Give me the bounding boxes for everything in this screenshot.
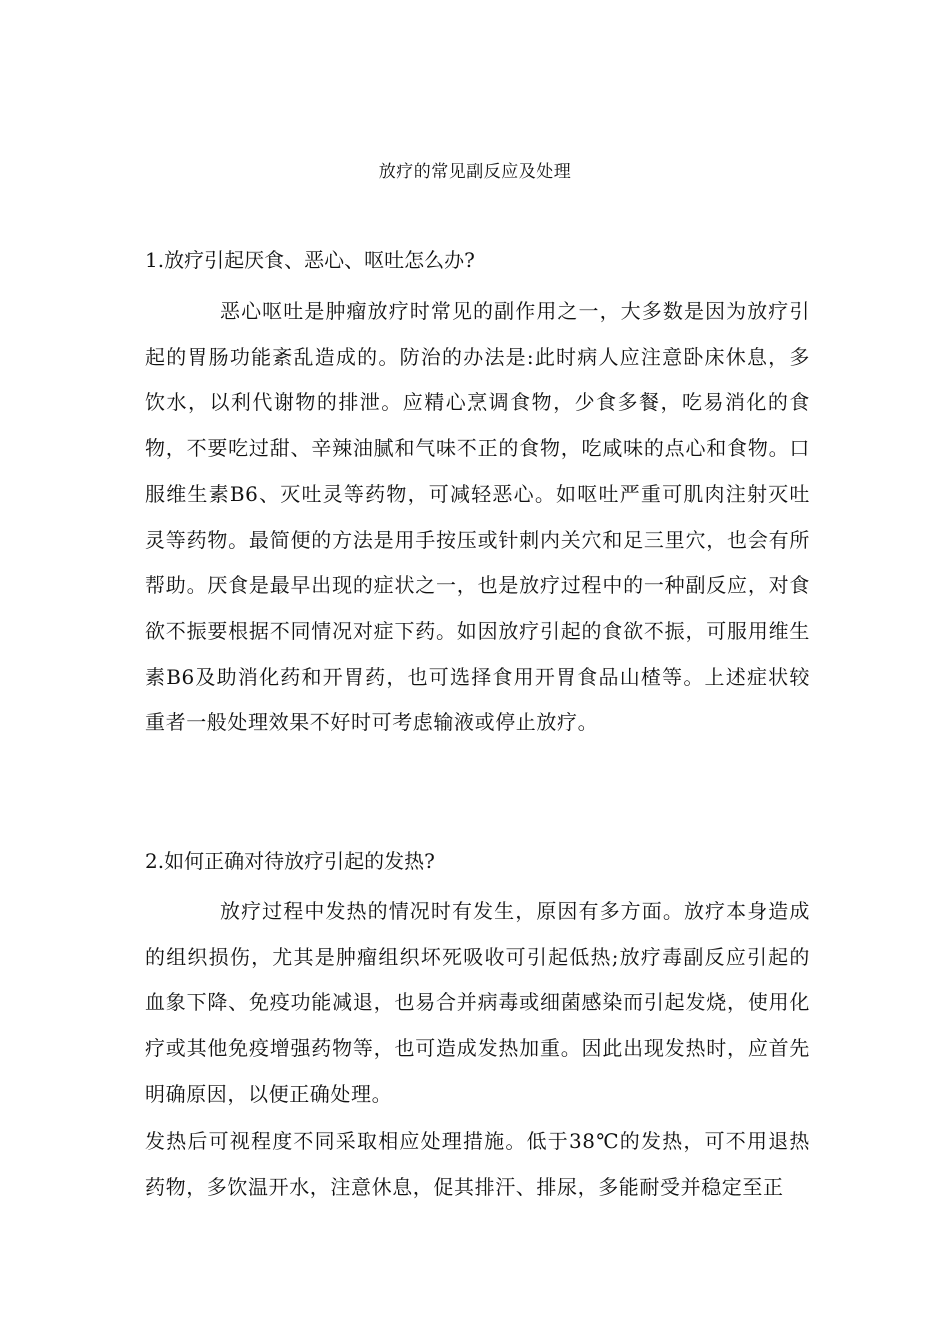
section-2-paragraph-1: 放疗过程中发热的情况时有发生，原因有多方面。放疗本身造成的组织损伤，尤其是肿瘤组织坏死吸收可引起低热;放疗毒副反应引起的血象下降、免疫功能减退，也易合并病毒或细菌感染而引起发烧，使用化疗或其他免疫增强药物等，也可造成发热加重。因此出现发热时，应首先明确原因，以便正确处理。 <box>145 899 810 1106</box>
section-2-heading: 2.如何正确对待放疗引起的发热? <box>145 849 435 873</box>
document-title: 放疗的常见副反应及处理 <box>378 162 572 182</box>
section-2-paragraph-2: 发热后可视程度不同采取相应处理措施。低于38℃的发热，可不用退热药物，多饮温开水，注意休息，促其排汗、排尿，多能耐受并稳定至正 <box>145 1129 810 1199</box>
section-1-paragraph: 恶心呕吐是肿瘤放疗时常见的副作用之一，大多数是因为放疗引起的胃肠功能紊乱造成的。防治的办法是:此时病人应注意卧床休息，多饮水，以利代谢物的排泄。应精心烹调食物，少食多餐，吃易消化的食物，不要吃过甜、辛辣油腻和气味不正的食物，吃咸味的点心和食物。口服维生素B6、灭吐灵等药物，可减轻恶心。如呕吐严重可肌肉注射灭吐灵等药物。最简便的方法是用手按压或针刺内关穴和足三里穴，也会有所帮助。厌食是最早出现的症状之一，也是放疗过程中的一种副反应，对食欲不振要根据不同情况对症下药。如因放疗引起的食欲不振，可服用维生素B6及助消化药和开胃药，也可选择食用开胃食品山楂等。上述症状较重者一般处理效果不好时可考虑输液或停止放疗。 <box>145 299 810 735</box>
section-1-heading: 1.放疗引起厌食、恶心、呕吐怎么办? <box>145 248 475 272</box>
